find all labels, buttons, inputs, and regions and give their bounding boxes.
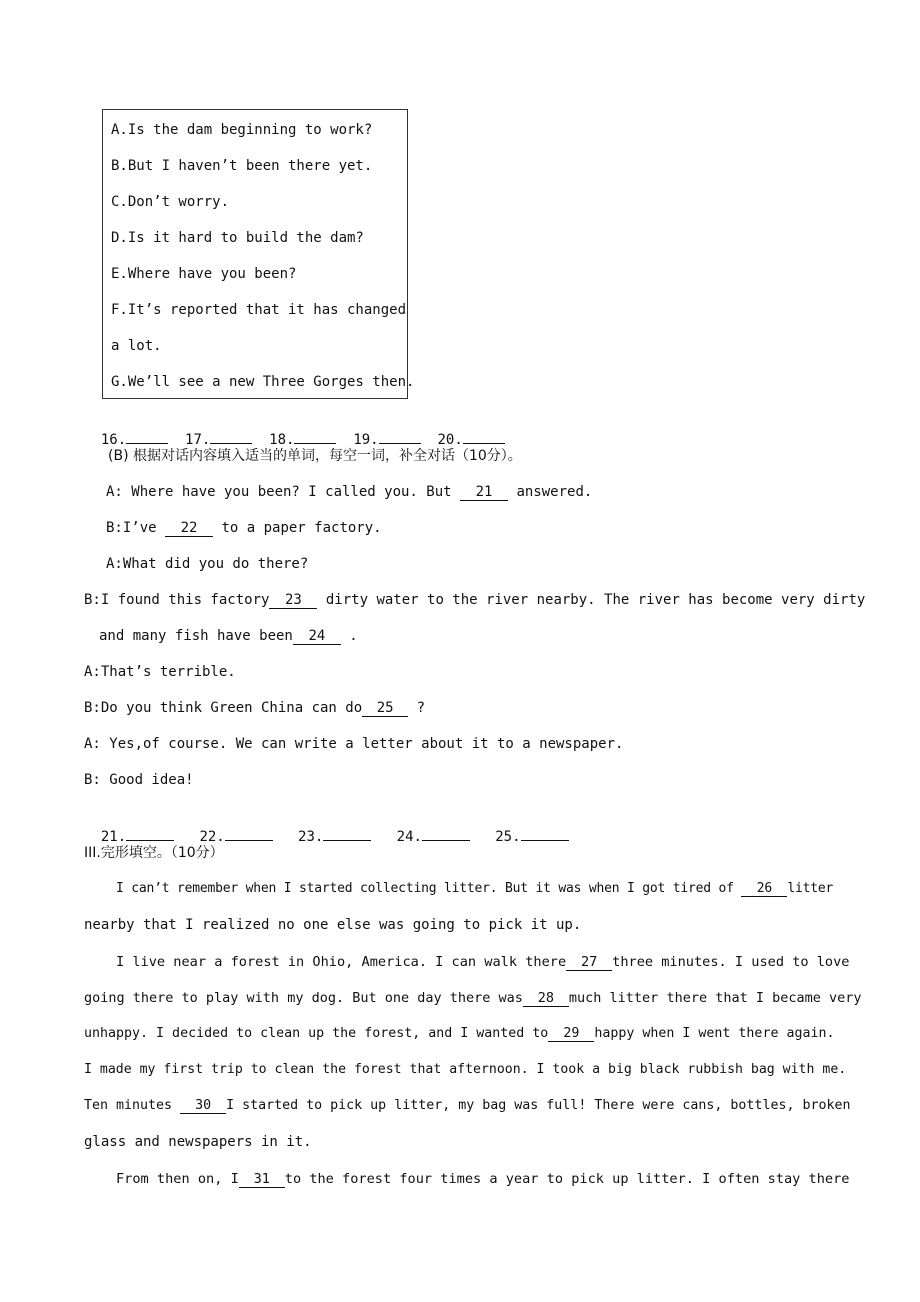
cloze-line-3: I live near a forest in Ohio, America. I can walk there 27 three minutes. I used to love xyxy=(116,954,850,970)
section-b-heading: (B) 根据对话内容填入适当的单词，每空一词，补全对话（10分）。 xyxy=(108,448,522,464)
dialogue-line-9: B: Good idea! xyxy=(84,772,194,788)
answer-blank-16[interactable] xyxy=(126,429,168,444)
cloze-line-6: I made my first trip to clean the forest that afternoon. I took a big black rubbish bag with me. xyxy=(84,1062,847,1077)
option-f-cont: a lot. xyxy=(111,338,162,354)
options-box xyxy=(102,109,415,399)
dialogue-line-8: A: Yes,of course. We can write a letter about it to a newspaper. xyxy=(84,736,624,752)
answer-blank-19[interactable] xyxy=(379,429,421,444)
answer-label-19: 19. xyxy=(353,432,379,448)
blank-30[interactable]: 30 xyxy=(180,1098,226,1114)
dialogue-line-7: B:Do you think Green China can do 25 ? xyxy=(84,700,426,716)
blank-21[interactable]: 21 xyxy=(460,485,508,501)
blank-25[interactable]: 25 xyxy=(362,701,408,717)
cloze-line-1: I can’t remember when I started collecting litter. But it was when I got tired of 26 litter xyxy=(116,881,834,896)
option-f: F.It’s reported that it has changed xyxy=(111,302,407,318)
cloze-line-7: Ten minutes 30 I started to pick up litter, my bag was full! There were cans, bottles, broken xyxy=(84,1098,851,1113)
blank-23[interactable]: 23 xyxy=(269,593,317,609)
answer-row-b xyxy=(84,808,569,846)
answer-blank-20[interactable] xyxy=(463,429,505,444)
answer-label-22: 22. xyxy=(199,829,225,845)
dialogue-line-5: and many fish have been 24 . xyxy=(99,628,358,644)
answer-blank-24[interactable] xyxy=(422,826,470,841)
answer-blank-25[interactable] xyxy=(521,826,569,841)
blank-26[interactable]: 26 xyxy=(741,881,787,897)
answer-blank-18[interactable] xyxy=(294,429,336,444)
cloze-line-9: From then on, I 31 to the forest four times a year to pick up litter. I often stay there xyxy=(116,1171,850,1187)
answer-label-25: 25. xyxy=(495,829,521,845)
cloze-line-4: going there to play with my dog. But one day there was 28 much litter there that I became very xyxy=(84,990,862,1006)
dialogue-line-2: B:I’ve 22 to a paper factory. xyxy=(106,520,382,536)
answer-label-23: 23. xyxy=(298,829,324,845)
dialogue-line-3: A:What did you do there? xyxy=(106,556,309,572)
cloze-line-5: unhappy. I decided to clean up the forest, and I wanted to 29 happy when I went there again. xyxy=(84,1026,835,1041)
option-b: B.But I haven’t been there yet. xyxy=(111,158,373,174)
blank-24[interactable]: 24 xyxy=(293,629,341,645)
answer-label-16: 16. xyxy=(100,432,127,448)
blank-22[interactable]: 22 xyxy=(165,521,213,537)
answer-label-21: 21. xyxy=(100,829,127,845)
cloze-line-2: nearby that I realized no one else was going to pick it up. xyxy=(84,917,582,933)
cloze-line-8: glass and newspapers in it. xyxy=(84,1134,312,1150)
option-e: E.Where have you been? xyxy=(111,266,297,282)
answer-label-17: 17. xyxy=(185,432,211,448)
option-c: C.Don’t worry. xyxy=(111,194,230,210)
answer-label-18: 18. xyxy=(269,432,295,448)
answer-blank-17[interactable] xyxy=(210,429,252,444)
blank-28[interactable]: 28 xyxy=(523,991,569,1007)
dialogue-line-1: A: Where have you been? I called you. But 21 answered. xyxy=(106,484,593,500)
option-d: D.Is it hard to build the dam? xyxy=(111,230,364,246)
section-c-heading: III.完形填空。（10分） xyxy=(84,845,224,861)
answer-blank-22[interactable] xyxy=(225,826,273,841)
blank-29[interactable]: 29 xyxy=(548,1026,594,1042)
answer-label-24: 24. xyxy=(396,829,422,845)
answer-blank-23[interactable] xyxy=(323,826,371,841)
option-g: G.We’ll see a new Three Gorges then. xyxy=(111,374,415,390)
option-a: A.Is the dam beginning to work? xyxy=(111,122,373,138)
blank-27[interactable]: 27 xyxy=(566,955,612,971)
answer-label-20: 20. xyxy=(437,432,463,448)
blank-31[interactable]: 31 xyxy=(239,1172,285,1188)
dialogue-line-6: A:That’s terrible. xyxy=(84,664,236,680)
dialogue-line-4: B:I found this factory 23 dirty water to the river nearby. The river has become very dirty xyxy=(84,592,866,608)
answer-blank-21[interactable] xyxy=(126,826,174,841)
answer-row-a xyxy=(84,411,505,449)
